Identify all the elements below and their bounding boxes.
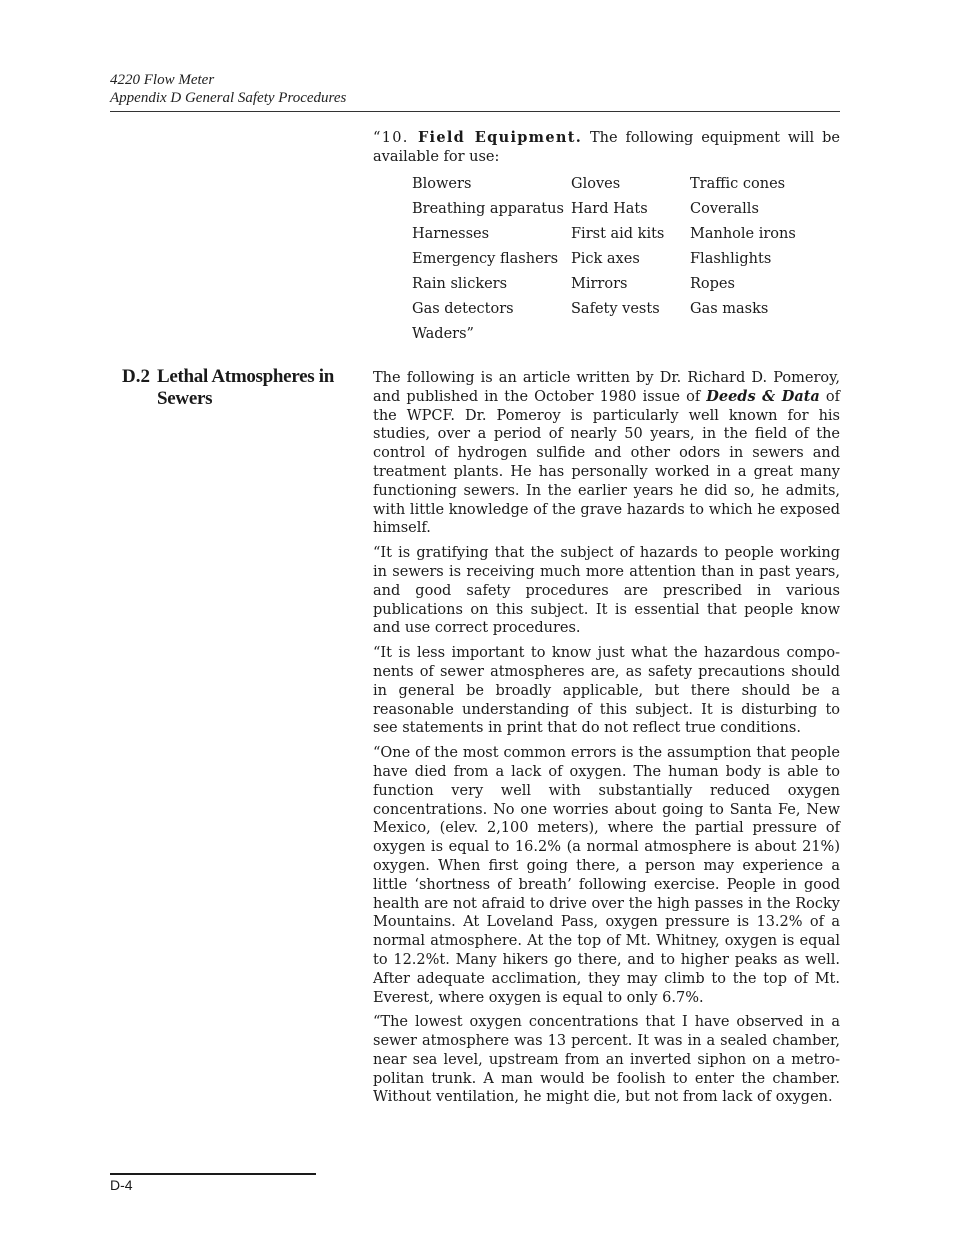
running-header: [110, 71, 839, 107]
article-p1-after: of the WPCF. Dr. Pomeroy is particularly well known for his studies, over a period of nearly 50 years, in the field of the control of hydrogen sulfide and other odors in sewers and treatment plants. He has personally worked in a great many functioning sewers. In the earlier years he did so, he admits, with little knowledge of the grave hazards to which he exposed himself.: [373, 388, 840, 537]
field-equipment-intro: [373, 129, 840, 167]
page-number: D-4: [110, 1177, 133, 1193]
equipment-item: Gas detectors: [412, 301, 514, 317]
equipment-item: Traffic cones: [690, 176, 786, 192]
intro-rest: The following equipment will be available for use:: [373, 130, 840, 165]
intro-lead: “10.: [373, 130, 418, 146]
header-subtitle: Appendix D General Safety Procedures: [110, 90, 347, 106]
equipment-item: Gas masks: [690, 301, 769, 317]
equipment-item: Waders”: [412, 326, 474, 342]
equipment-item: Gloves: [571, 176, 621, 192]
equipment-item: Pick axes: [571, 251, 640, 267]
equipment-item: Blowers: [412, 176, 472, 192]
article-p1-before: The following is an article written by Dr. Richard D. Pomeroy, and published in the October 1980 issue of: [373, 370, 840, 405]
equipment-item: Manhole irons: [690, 226, 796, 242]
publication-name: Deeds & Data: [706, 387, 820, 405]
header-title: 4220 Flow Meter: [110, 72, 215, 88]
equipment-item: Safety vests: [571, 301, 660, 317]
equipment-item: Rain slickers: [412, 276, 508, 292]
header-rule: [110, 111, 840, 112]
equipment-row: [412, 201, 840, 226]
equipment-list: [412, 176, 840, 351]
article-paragraph-5: “The lowest oxygen concentrations that I have observed in a sewer atmosphere was 13 percent. It was in a sealed chamber, near sea level, upstream from an inverted siphon on a metropolitan trunk. A man would be foolish to enter the chamber. Without ventilation, he might die, but not from lack of oxygen.: [373, 1014, 840, 1106]
article-paragraph-4: “One of the most common errors is the assumption that people have died from a lack of oxygen. The human body is able to function very well with substantially reduced oxygen concentrations. No one worries about going to Santa Fe, New Mexico, (elev. 2,100 meters), where the partial pressure of oxygen is equal to 16.2% (a normal atmosphere is about 21%) oxygen. When first going there, a person may experience a little ‘shortness of breath’ following exercise. People in good health are not afraid to drive over the high passes in the Rocky Mountains. At Loveland Pass, oxygen pressure is 13.2% of a normal atmosphere. At the top of Mt. Whitney, oxygen is equal to 12.2%t. Many hikers go there, and to higher peaks as well. After adequate acclimation, they may climb to the top of Mt. Everest, where oxygen is equal to only 6.7%.: [373, 745, 840, 1006]
equipment-item: [571, 326, 690, 351]
equipment-item: Ropes: [690, 276, 735, 292]
equipment-item: Hard Hats: [571, 201, 648, 217]
equipment-item: Breathing apparatus: [412, 201, 564, 217]
equipment-item: Harnesses: [412, 226, 490, 242]
equipment-item: Flashlights: [690, 251, 772, 267]
equipment-item: Coveralls: [690, 201, 759, 217]
equipment-row: [412, 326, 840, 351]
equipment-row: [412, 226, 840, 251]
intro-bold-term: Field Equipment.: [417, 129, 583, 146]
article-paragraph-3: “It is less important to know just what the hazardous components of sewer atmospheres are, as safety precautions should in general be broadly applicable, but there should be a reasonable understanding of this subject. It is disturbing to see statements in print that do not reflect true conditions.: [373, 645, 840, 737]
article-paragraph-1: [373, 369, 840, 538]
equipment-item: Mirrors: [571, 276, 628, 292]
footer-rule: [110, 1173, 316, 1175]
equipment-item: Emergency flashers: [412, 251, 559, 267]
equipment-row: [412, 301, 840, 326]
equipment-row: [412, 276, 840, 301]
section-title: Lethal Atmospheres in Sewers: [157, 366, 335, 409]
section-number: D.2: [122, 366, 150, 387]
article-paragraph-2: “It is gratifying that the subject of hazards to people working in sewers is receiving much more attention than in past years, and good safety procedures are prescribed in various publications on this subject. It is essential that people know and use correct procedures.: [373, 545, 840, 637]
equipment-row: [412, 176, 840, 201]
equipment-row: [412, 251, 840, 276]
equipment-item: [690, 326, 840, 351]
article-body: [373, 369, 840, 1113]
equipment-item: First aid kits: [571, 226, 665, 242]
